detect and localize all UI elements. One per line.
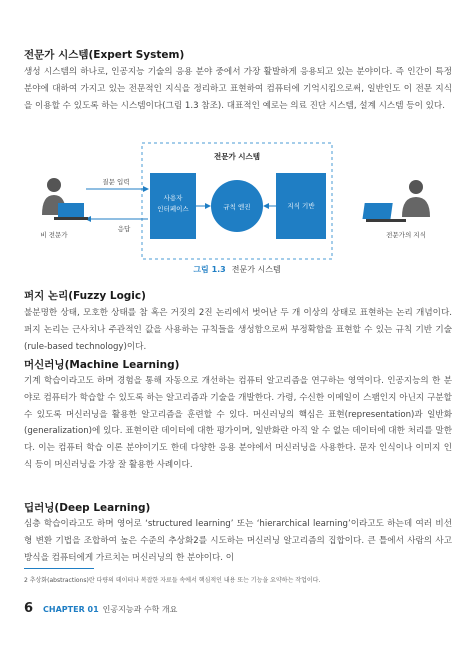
page-number: 6 xyxy=(24,601,34,616)
section-body-expert-system: 생성 시스템의 하나로, 인공지능 기술의 응용 분야 중에서 가장 활발하게 응용되고 있는 분야이다. 즉 인간이 특정 분야에 대하여 가지고 있는 전문적인 지식을 정리하고 표현하여 컴퓨터에 기억시킴으로써, 일반인도 이 전문 지식을 이용할 수 있도록 하는 시스템이다(그림 1.3 참조). 대표적인 예로는 의료 진단 시스템, 설계 시스템 등이 있다. xyxy=(24,67,452,111)
arrow-in-label: 질문 입력 xyxy=(102,178,130,186)
knowledge-base-label: 지식 기반 xyxy=(287,202,315,210)
rule-engine-label: 규칙 엔진 xyxy=(223,203,251,211)
figure-caption-text: 전문가 시스템 xyxy=(231,265,281,274)
figure-expert-system xyxy=(24,137,452,273)
non-expert-person-icon xyxy=(42,178,88,220)
section-heading-expert-system: 전문가 시스템(Expert System) xyxy=(24,49,185,61)
footnote-rule xyxy=(24,568,94,569)
chapter-label: CHAPTER 01 xyxy=(43,605,99,614)
page-footer xyxy=(24,601,177,616)
chapter-title: 인공지능과 수학 개요 xyxy=(102,605,178,614)
expert-person-icon xyxy=(362,180,430,222)
figure-caption-number: 그림 1.3 xyxy=(193,265,226,274)
expert-label: 전문가의 지식 xyxy=(386,231,426,239)
section-heading-fuzzy-logic: 퍼지 논리(Fuzzy Logic) xyxy=(24,290,146,302)
non-expert-label: 비 전문가 xyxy=(40,231,68,239)
system-title: 전문가 시스템 xyxy=(213,152,261,161)
figure-caption xyxy=(0,264,474,275)
user-interface-label-1: 사용자 xyxy=(163,194,183,202)
section-heading-deep-learning: 딥러닝(Deep Learning) xyxy=(24,502,151,514)
section-heading-machine-learning: 머신러닝(Machine Learning) xyxy=(24,359,180,371)
user-interface-label-2: 인터페이스 xyxy=(157,205,189,213)
section-body-machine-learning: 기계 학습이라고도 하며 경험을 통해 자동으로 개선하는 컴퓨터 알고리즘을 연구하는 영역이다. 인공지능의 한 분야로 컴퓨터가 학습할 수 있도록 하는 알고리즘과 기술을 개발한다. 가령, 수신한 이메일이 스팸인지 아닌지 구분할 수 있도록 머신러닝을 활용한 알고리즘을 훈련할 수 있다. 머신러닝의 핵심은 표현(representation)과 일반화(generalization)에 있다. 표현이란 데이터에 대한 평가이며, 일반화란 아직 알 수 없는 데이터에 대한 처리를 말한다. 이는 컴퓨터 학습 이론 분야이기도 한데 다양한 응용 분야에서 머신러닝을 사용한다. 문자 인식이나 이미지 인식 등이 머신러닝을 가장 잘 활용한 사례이다. xyxy=(24,376,452,470)
arrow-out-label: 응답 xyxy=(117,225,131,233)
expert-system-diagram xyxy=(24,137,452,267)
section-body-fuzzy-logic: 불분명한 상태, 모호한 상태를 참 혹은 거짓의 2진 논리에서 벗어난 두 개 이상의 상태로 표현하는 논리 개념이다. 퍼지 논리는 근사치나 주관적인 값을 사용하는 규칙들을 생성함으로써 부정확함을 표현할 수 있는 규칙 기반 기술(rule-based technology)이다. xyxy=(24,308,452,352)
footnote: 2 추상화(abstractions)란 다량의 데이터나 복잡한 자료들 속에서 핵심적인 내용 또는 기능을 요약하는 작업이다. xyxy=(24,577,321,584)
section-body-deep-learning: 심층 학습이라고도 하며 영어로 ‘structured learning’ 또는 ‘hierarchical learning’이라고도 하는데 여러 비선형 변환 기법을 조합하여 높은 수준의 추상화2를 시도하는 머신러닝 알고리즘의 집합이다. 큰 틀에서 사람의 사고방식을 컴퓨터에게 가르치는 머신러닝의 한 분야이다. 이 xyxy=(24,519,452,563)
